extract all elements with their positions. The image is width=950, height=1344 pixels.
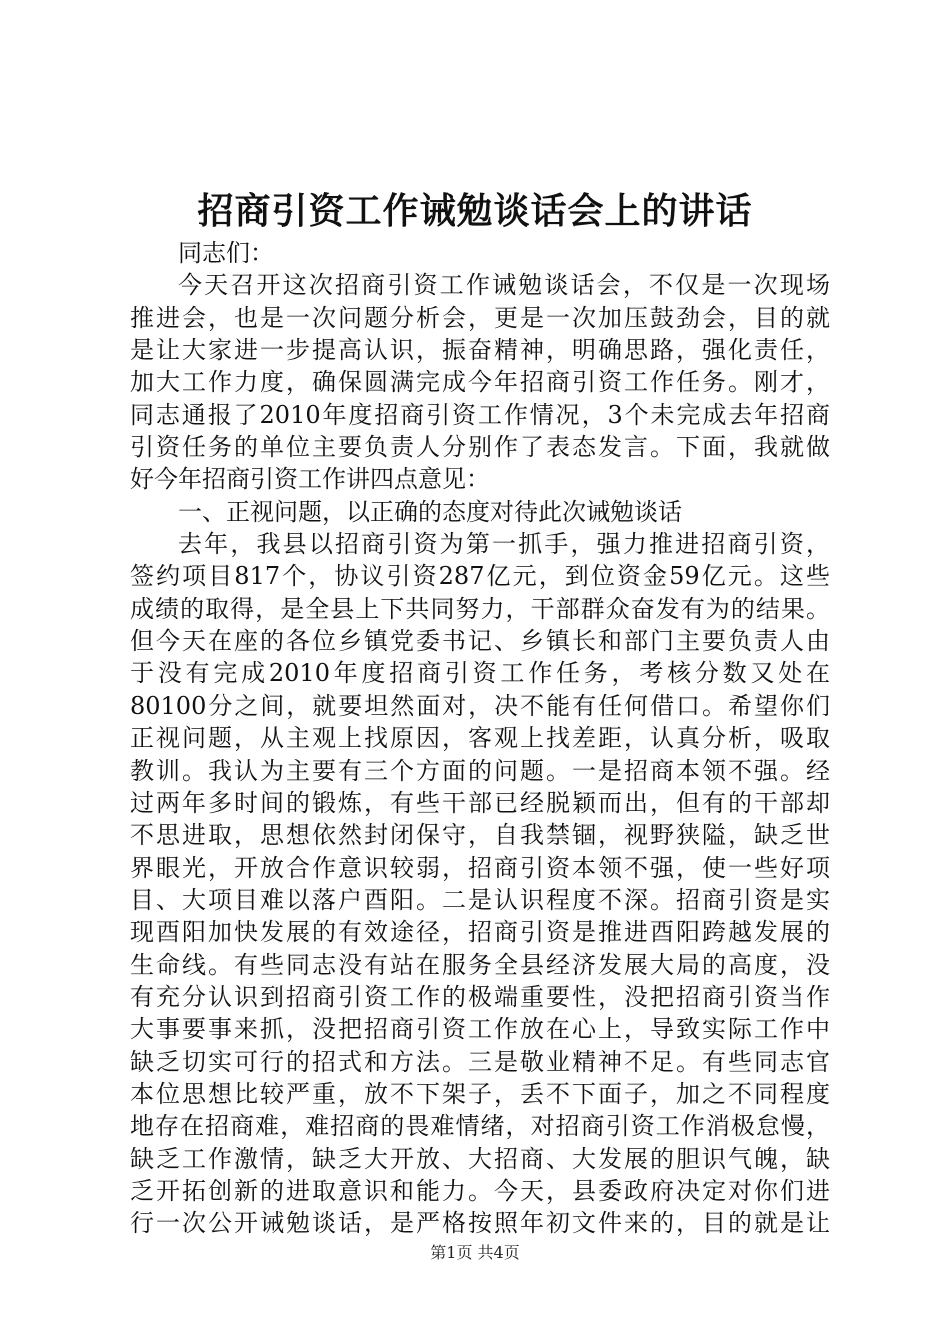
- document-title: 招商引资工作诫勉谈话会上的讲话: [197, 190, 753, 232]
- text-line: 同志通报了2010年度招商引资工作情况，3个未完成去年招商: [130, 400, 830, 429]
- text-line: 正视问题，从主观上找原因，客观上找差距，认真分析，吸取: [130, 724, 830, 753]
- text-line: 但今天在座的各位乡镇党委书记、乡镇长和部门主要负责人由: [130, 627, 830, 656]
- text-line: 大事要事来抓，没把招商引资工作放在心上，导致实际工作中: [130, 1015, 830, 1044]
- text-line: 推进会，也是一次问题分析会，更是一次加压鼓劲会，目的就: [130, 303, 830, 332]
- text-line: 缺乏工作激情，缺乏大开放、大招商、大发展的胆识气魄，缺: [130, 1144, 830, 1173]
- text-line: 缺乏切实可行的招式和方法。三是敬业精神不足。有些同志官: [130, 1047, 830, 1076]
- text-line: 有充分认识到招商引资工作的极端重要性，没把招商引资当作: [130, 982, 830, 1011]
- text-line: 今天召开这次招商引资工作诫勉谈话会，不仅是一次现场: [178, 271, 830, 300]
- text-line: 去年，我县以招商引资为第一抓手，强力推进招商引资，: [178, 530, 830, 559]
- text-line: 同志们：: [178, 239, 274, 267]
- text-line: 现酉阳加快发展的有效途径，招商引资是推进酉阳跨越发展的: [130, 918, 830, 947]
- text-line: 成绩的取得，是全县上下共同努力，干部群众奋发有为的结果。: [130, 594, 830, 623]
- text-line: 80100分之间，就要坦然面对，决不能有任何借口。希望你们: [130, 691, 830, 720]
- text-line: 本位思想比较严重，放不下架子，丢不下面子，加之不同程度: [130, 1079, 830, 1108]
- page-footer: 第1页 共4页: [430, 1243, 520, 1262]
- text-line: 签约项目817个，协议引资287亿元，到位资金59亿元。这些: [130, 562, 830, 591]
- text-line: 引资任务的单位主要负责人分别作了表态发言。下面，我就做: [130, 433, 830, 462]
- text-line: 加大工作力度，确保圆满完成今年招商引资工作任务。刚才，: [130, 368, 830, 397]
- text-line: 是让大家进一步提高认识，振奋精神，明确思路，强化责任，: [130, 336, 830, 365]
- document-body: [130, 237, 830, 1240]
- text-line: 行一次公开诫勉谈话，是严格按照年初文件来的，目的就是让: [130, 1209, 830, 1238]
- text-line: 好今年招商引资工作讲四点意见：: [130, 465, 490, 494]
- text-line: 乏开拓创新的进取意识和能力。今天，县委政府决定对你们进: [130, 1176, 830, 1205]
- text-line: 目、大项目难以落户酉阳。二是认识程度不深。招商引资是实: [130, 885, 830, 914]
- text-line: 教训。我认为主要有三个方面的问题。一是招商本领不强。经: [130, 756, 830, 785]
- text-line: 不思进取，思想依然封闭保守，自我禁锢，视野狭隘，缺乏世: [130, 821, 830, 850]
- text-line: 生命线。有些同志没有站在服务全县经济发展大局的高度，没: [130, 950, 830, 979]
- text-line: 界眼光，开放合作意识较弱，招商引资本领不强，使一些好项: [130, 853, 830, 882]
- text-line: 于没有完成2010年度招商引资工作任务，考核分数又处在: [130, 659, 830, 688]
- text-line: 过两年多时间的锻炼，有些干部已经脱颖而出，但有的干部却: [130, 788, 830, 817]
- section-heading: 一、正视问题，以正确的态度对待此次诫勉谈话: [178, 497, 682, 526]
- text-line: 地存在招商难，难招商的畏难情绪，对招商引资工作消极怠慢，: [130, 1112, 830, 1141]
